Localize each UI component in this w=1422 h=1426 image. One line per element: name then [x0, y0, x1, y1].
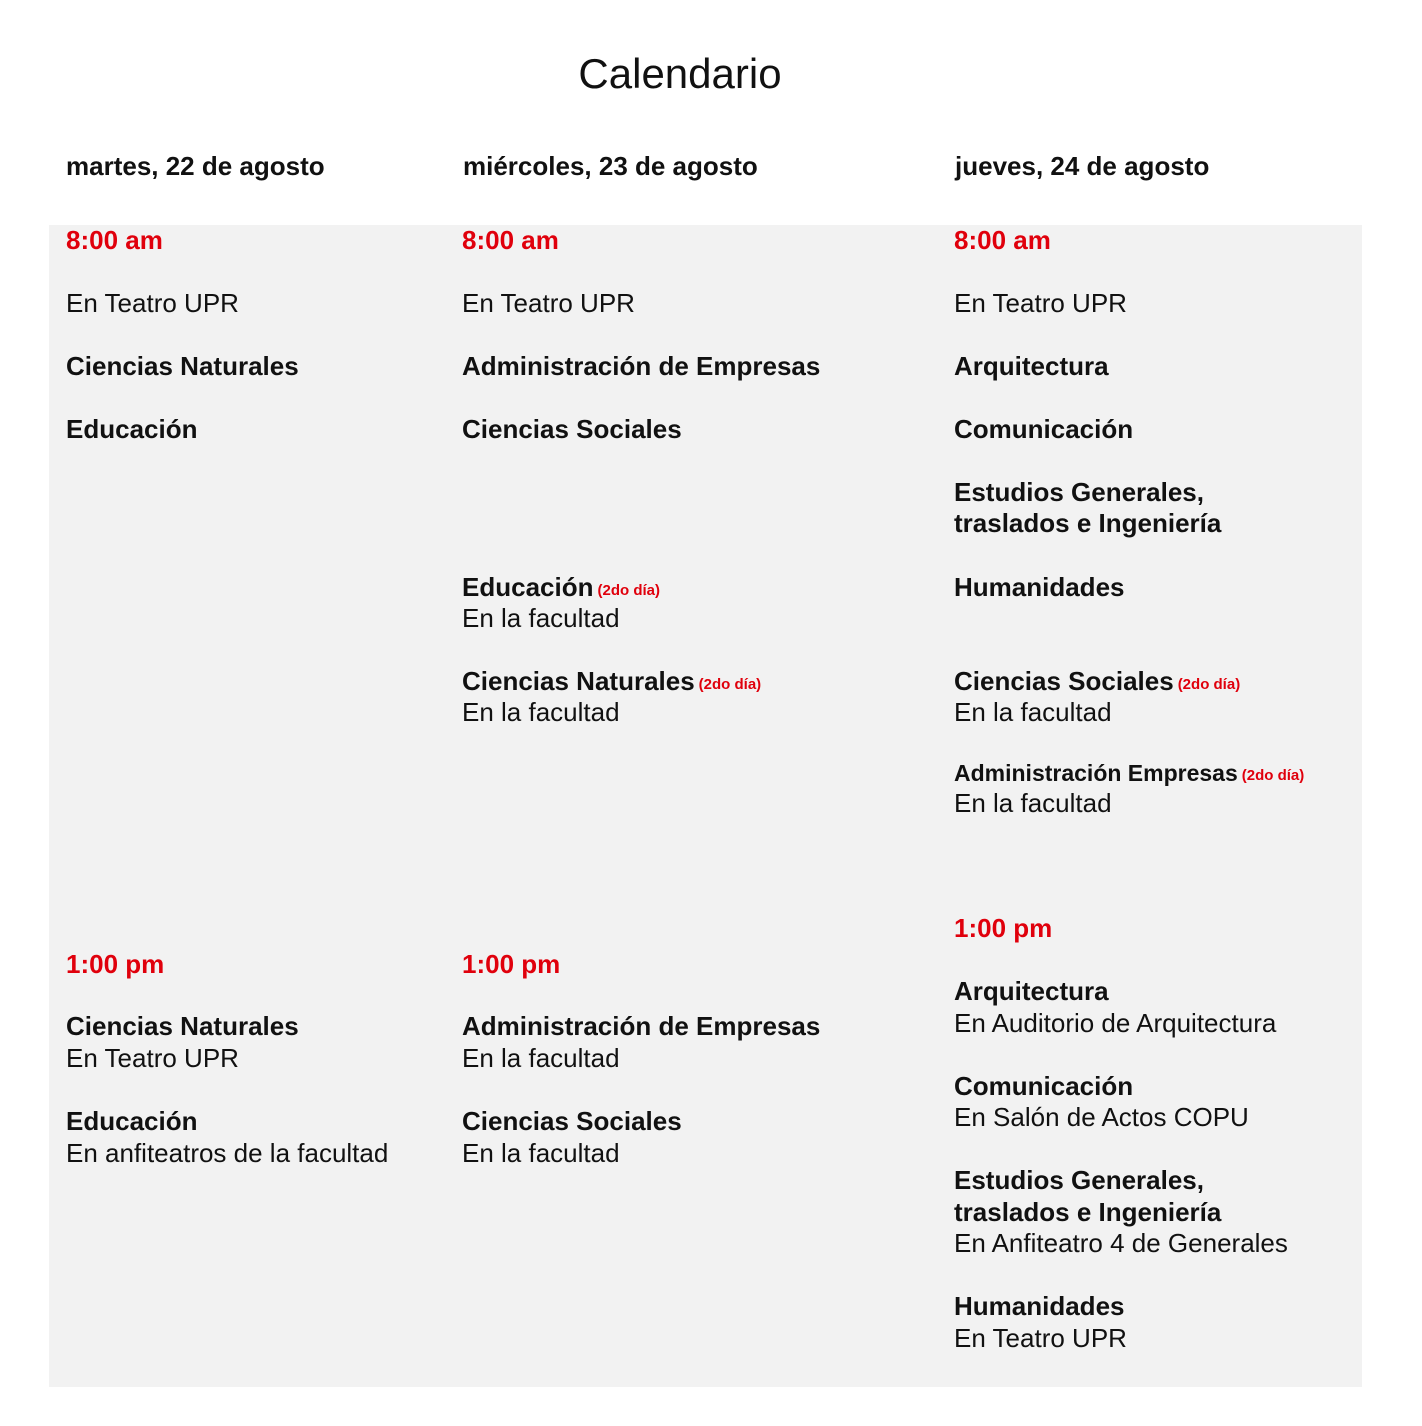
location-label: En Teatro UPR	[66, 1043, 239, 1073]
day-header-wednesday: miércoles, 23 de agosto	[463, 151, 758, 181]
location-label: En la facultad	[462, 603, 620, 633]
location-label: En la facultad	[462, 1138, 620, 1168]
faculty-label	[954, 758, 1304, 791]
faculty-name: Ciencias Sociales	[954, 666, 1174, 696]
day-header-thursday: jueves, 24 de agosto	[955, 151, 1210, 181]
faculty-label: Arquitectura	[954, 351, 1109, 381]
faculty-label	[462, 666, 761, 700]
faculty-label: Educación	[66, 1106, 198, 1136]
morning-location: En Teatro UPR	[66, 288, 239, 318]
faculty-name: Educación	[462, 572, 594, 602]
faculty-label: traslados e Ingeniería	[954, 508, 1222, 538]
faculty-label: Arquitectura	[954, 976, 1109, 1006]
faculty-label: Ciencias Sociales	[462, 414, 682, 444]
location-label: En Teatro UPR	[954, 1323, 1127, 1353]
location-label: En la facultad	[954, 788, 1112, 818]
location-label: En la facultad	[462, 697, 620, 727]
faculty-label	[462, 572, 660, 606]
faculty-label: Ciencias Naturales	[66, 351, 299, 381]
morning-time: 8:00 am	[954, 225, 1051, 255]
day-header-tuesday: martes, 22 de agosto	[66, 151, 325, 181]
faculty-label: Ciencias Naturales	[66, 1011, 299, 1041]
morning-time: 8:00 am	[66, 225, 163, 255]
second-day-tag: (2do día)	[698, 676, 762, 693]
faculty-label: Administración de Empresas	[462, 1011, 821, 1041]
second-day-tag: (2do día)	[1177, 676, 1241, 693]
location-label: En Auditorio de Arquitectura	[954, 1008, 1277, 1038]
faculty-label	[954, 666, 1240, 700]
location-label: En anfiteatros de la facultad	[66, 1138, 389, 1168]
faculty-label: traslados e Ingeniería	[954, 1197, 1222, 1227]
afternoon-time: 1:00 pm	[66, 949, 165, 979]
faculty-label: Ciencias Sociales	[462, 1106, 682, 1136]
faculty-label: Administración de Empresas	[462, 351, 821, 381]
faculty-label: Comunicación	[954, 414, 1134, 444]
location-label: En Salón de Actos COPU	[954, 1102, 1249, 1132]
second-day-tag: (2do día)	[1241, 767, 1305, 784]
faculty-label: Estudios Generales,	[954, 477, 1204, 507]
faculty-label: Humanidades	[954, 1291, 1125, 1321]
faculty-name: Administración Empresas	[954, 760, 1238, 786]
page-title: Calendario	[578, 50, 782, 97]
faculty-label: Educación	[66, 414, 198, 444]
location-label: En la facultad	[462, 1043, 620, 1073]
faculty-name: Ciencias Naturales	[462, 666, 695, 696]
faculty-label: Comunicación	[954, 1071, 1134, 1101]
afternoon-time: 1:00 pm	[462, 949, 561, 979]
second-day-tag: (2do día)	[597, 582, 660, 599]
morning-location: En Teatro UPR	[954, 288, 1127, 318]
faculty-label: Estudios Generales,	[954, 1165, 1204, 1195]
afternoon-time: 1:00 pm	[954, 913, 1053, 943]
morning-location: En Teatro UPR	[462, 288, 635, 318]
location-label: En Anfiteatro 4 de Generales	[954, 1228, 1288, 1258]
location-label: En la facultad	[954, 697, 1112, 727]
morning-time: 8:00 am	[462, 225, 559, 255]
faculty-label: Humanidades	[954, 572, 1125, 602]
